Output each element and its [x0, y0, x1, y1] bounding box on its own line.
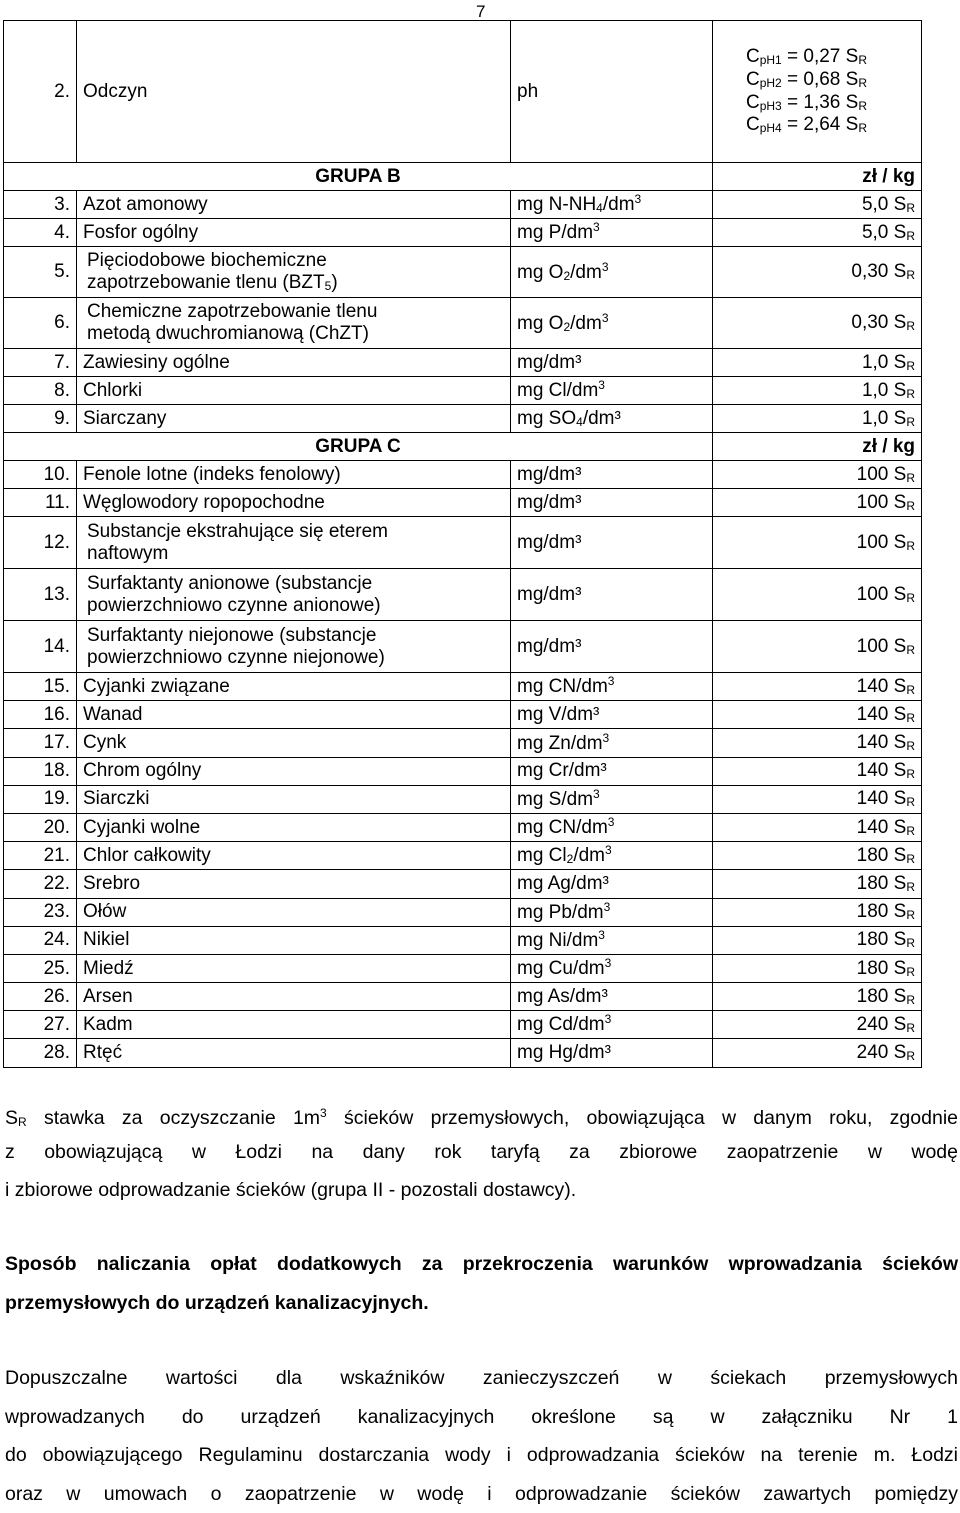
unit-text: mg CN/dm [517, 676, 608, 697]
row-rate [713, 191, 922, 219]
row-rate [713, 926, 922, 954]
ph-values [713, 21, 922, 163]
row-number: 3. [4, 191, 77, 219]
table-row [4, 489, 922, 517]
row-rate [713, 461, 922, 489]
unit-sup: 3 [608, 674, 615, 688]
row-name: Chlor całkowity [77, 842, 511, 870]
unit-sub: 2 [563, 269, 570, 283]
row-number: 25. [4, 954, 77, 982]
row-unit [511, 298, 713, 349]
table-row [4, 926, 922, 954]
group-c-unit: zł / kg [713, 433, 922, 461]
unit-text: mg O [517, 313, 563, 334]
row-unit [511, 785, 713, 813]
ph-text: C [746, 114, 760, 135]
row-name-line-2: powierzchniowo czynne anionowe) [87, 595, 504, 617]
note-symbol: S [5, 1107, 18, 1129]
ph-sub: R [858, 121, 867, 135]
row-rate [713, 349, 922, 377]
unit-sup: 3 [598, 928, 605, 942]
row-unit [511, 1011, 713, 1039]
row-name: Cyjanki związane [77, 673, 511, 701]
note-paragraph [5, 1094, 958, 1210]
unit-text: mg S/dm [517, 789, 593, 810]
ph-text: C [746, 69, 760, 90]
row-name: Fosfor ogólny [77, 219, 511, 247]
note-text-1b: ścieków przemysłowych, obowiązująca w danym roku, zgodnie [327, 1107, 958, 1129]
table-row [4, 954, 922, 982]
row-name: Arsen [77, 983, 511, 1011]
unit-text: mg N-NH [517, 194, 596, 215]
row-name-line-2 [87, 323, 504, 345]
row-name: Nikiel [77, 926, 511, 954]
row-name: Chlorki [77, 377, 511, 405]
ph-value-line [719, 46, 867, 69]
row-rate [713, 785, 922, 813]
table-row [4, 219, 922, 247]
row-name: Rtęć [77, 1039, 511, 1067]
rate-text: 180 S [857, 986, 907, 1007]
unit-text: /dm [603, 194, 635, 215]
body-line-1: Dopuszczalne wartości dla wskaźników zanieczyszczeń w ściekach przemysłowych [5, 1359, 958, 1398]
rate-sub: R [906, 739, 915, 753]
unit-text: mg SO [517, 408, 576, 429]
row-rate [713, 842, 922, 870]
rate-sub: R [906, 591, 915, 605]
row-name-line-2: naftowym [87, 543, 504, 565]
unit-sup: 3 [602, 260, 609, 274]
rate-sub: R [906, 387, 915, 401]
table-row-odczyn [4, 21, 922, 163]
row-rate [713, 673, 922, 701]
row-unit [511, 405, 713, 433]
unit-text: mg Ni/dm [517, 930, 598, 951]
row-name [77, 247, 511, 298]
rate-text: 100 S [857, 584, 907, 605]
row-number: 13. [4, 569, 77, 621]
note-text-1a: stawka za oczyszczanie 1m [27, 1107, 320, 1129]
row-number: 20. [4, 813, 77, 841]
row-unit [511, 842, 713, 870]
table-row [4, 247, 922, 298]
unit-sup: 3 [593, 220, 600, 234]
row-name: Odczyn [77, 21, 511, 163]
note-line-2: z obowiązującą w Łodzi na dany rok taryfą za zbiorowe zaopatrzenie w wodę [5, 1133, 958, 1172]
table-row [4, 813, 922, 841]
rate-text: 5,0 S [862, 194, 906, 215]
row-number: 26. [4, 983, 77, 1011]
unit-sub: 4 [596, 201, 603, 215]
ph-sub: R [858, 76, 867, 90]
row-unit [511, 247, 713, 298]
row-name: Chrom ogólny [77, 757, 511, 785]
table-row [4, 1011, 922, 1039]
ph-sub: pH3 [760, 99, 782, 113]
name-sub: 5 [325, 279, 332, 293]
row-number: 9. [4, 405, 77, 433]
rate-text: 180 S [857, 929, 907, 950]
table-row [4, 405, 922, 433]
rate-text: 140 S [857, 732, 907, 753]
row-name: Węglowodory ropopochodne [77, 489, 511, 517]
unit-text: /dm [570, 313, 602, 334]
ph-sub: pH4 [760, 121, 782, 135]
row-number: 22. [4, 870, 77, 898]
row-name: Fenole lotne (indeks fenolowy) [77, 461, 511, 489]
unit-sup: 3 [605, 1012, 612, 1026]
unit-text: mg P/dm [517, 222, 593, 243]
unit-text: mg Hg/dm³ [517, 1042, 611, 1063]
rate-text: 0,30 S [851, 312, 906, 333]
group-b-header [4, 163, 922, 191]
row-number: 24. [4, 926, 77, 954]
rate-sub: R [906, 936, 915, 950]
name-text: ) [331, 272, 337, 293]
group-b-title: GRUPA B [4, 163, 713, 191]
row-rate [713, 701, 922, 729]
row-name: Srebro [77, 870, 511, 898]
row-rate [713, 757, 922, 785]
unit-sub: 2 [567, 852, 574, 866]
row-unit [511, 729, 713, 757]
rate-text: 100 S [857, 636, 907, 657]
row-number: 2. [4, 21, 77, 163]
rate-text: 180 S [857, 873, 907, 894]
row-number: 17. [4, 729, 77, 757]
table-row [4, 191, 922, 219]
rate-sub: R [906, 499, 915, 513]
row-name: Ołów [77, 898, 511, 926]
rate-sub: R [906, 359, 915, 373]
row-number: 14. [4, 621, 77, 673]
row-rate [713, 1011, 922, 1039]
row-rate [713, 219, 922, 247]
row-name: Siarczany [77, 405, 511, 433]
row-unit [511, 191, 713, 219]
row-rate [713, 405, 922, 433]
row-rate [713, 569, 922, 621]
rate-text: 1,0 S [862, 352, 906, 373]
note-line-3: i zbiorowe odprowadzanie ścieków (grupa II - pozostali dostawcy). [5, 1171, 958, 1210]
row-number: 12. [4, 517, 77, 569]
ph-value-line [719, 92, 867, 115]
rate-sub: R [906, 908, 915, 922]
row-number: 8. [4, 377, 77, 405]
section-heading [5, 1245, 958, 1322]
row-rate [713, 489, 922, 517]
rate-sub: R [906, 993, 915, 1007]
body-paragraph [5, 1359, 958, 1513]
ph-text: = 0,68 S [782, 69, 859, 90]
row-name: Wanad [77, 701, 511, 729]
row-number: 11. [4, 489, 77, 517]
row-rate [713, 729, 922, 757]
row-unit [511, 813, 713, 841]
row-number: 19. [4, 785, 77, 813]
ph-sub: pH1 [760, 53, 782, 67]
row-unit [511, 1039, 713, 1067]
table-row [4, 461, 922, 489]
row-rate [713, 1039, 922, 1067]
row-name-line-2: powierzchniowo czynne niejonowe) [87, 647, 504, 669]
unit-text: /dm³ [583, 408, 621, 429]
unit-sup: 3 [604, 900, 611, 914]
rate-text: 240 S [857, 1014, 907, 1035]
unit-text: mg Cl/dm [517, 380, 598, 401]
rate-sub: R [906, 1049, 915, 1063]
rate-sub: R [906, 319, 915, 333]
table-row [4, 842, 922, 870]
unit-text: mg Cd/dm [517, 1014, 605, 1035]
unit-text: mg O [517, 262, 563, 283]
table-row [4, 517, 922, 569]
unit-sup: 3 [608, 815, 615, 829]
unit-sup: 3 [602, 311, 609, 325]
row-rate [713, 247, 922, 298]
unit-text: mg Pb/dm [517, 902, 604, 923]
unit-text: mg Ag/dm³ [517, 873, 609, 894]
rate-text: 140 S [857, 817, 907, 838]
row-name-line-1: Surfaktanty niejonowe (substancje [87, 625, 504, 647]
group-c-header [4, 433, 922, 461]
ph-sub: pH2 [760, 76, 782, 90]
ph-text: C [746, 46, 760, 67]
ph-text: C [746, 92, 760, 113]
row-unit: mg/dm³ [511, 461, 713, 489]
rate-sub: R [906, 229, 915, 243]
row-name [77, 621, 511, 673]
table-row [4, 673, 922, 701]
row-unit [511, 349, 713, 377]
row-rate [713, 517, 922, 569]
ph-sub: R [858, 53, 867, 67]
unit-text: mg Cl [517, 845, 567, 866]
rate-sub: R [906, 965, 915, 979]
ph-text: = 1,36 S [782, 92, 859, 113]
rate-text: 140 S [857, 760, 907, 781]
ph-text: = 2,64 S [782, 114, 859, 135]
row-number: 5. [4, 247, 77, 298]
unit-text: mg/dm³ [517, 352, 581, 373]
rate-sub: R [906, 852, 915, 866]
row-number: 6. [4, 298, 77, 349]
ph-value-line [719, 69, 867, 92]
table-row [4, 785, 922, 813]
rate-sub: R [906, 711, 915, 725]
unit-text: mg V/dm³ [517, 704, 599, 725]
unit-text: mg CN/dm [517, 817, 608, 838]
ph-value-line [719, 114, 867, 137]
row-unit [511, 926, 713, 954]
unit-text: /dm [573, 845, 605, 866]
note-sup: 3 [320, 1106, 327, 1120]
group-c-title: GRUPA C [4, 433, 713, 461]
row-unit [511, 757, 713, 785]
row-rate [713, 621, 922, 673]
table-row [4, 1039, 922, 1067]
rate-text: 140 S [857, 704, 907, 725]
row-number: 21. [4, 842, 77, 870]
row-number: 27. [4, 1011, 77, 1039]
rate-sub: R [906, 201, 915, 215]
rate-text: 5,0 S [862, 222, 906, 243]
table-row [4, 349, 922, 377]
unit-sup: 3 [593, 787, 600, 801]
row-rate [713, 954, 922, 982]
rate-sub: R [906, 1021, 915, 1035]
rate-text: 140 S [857, 788, 907, 809]
group-b-unit: zł / kg [713, 163, 922, 191]
unit-sup: 3 [605, 843, 612, 857]
row-number: 18. [4, 757, 77, 785]
table-row [4, 757, 922, 785]
row-rate [713, 870, 922, 898]
row-unit: ph [511, 21, 713, 163]
row-name: Miedź [77, 954, 511, 982]
row-name-line-1: Pięciodobowe biochemiczne [87, 250, 504, 272]
row-unit [511, 870, 713, 898]
note-line-1 [5, 1094, 958, 1133]
unit-text: mg Cu/dm [517, 958, 605, 979]
row-unit: mg/dm³ [511, 621, 713, 673]
unit-text: mg Zn/dm [517, 733, 603, 754]
rate-text: 1,0 S [862, 380, 906, 401]
table-row [4, 298, 922, 349]
unit-text: mg As/dm³ [517, 986, 608, 1007]
row-unit: mg/dm³ [511, 517, 713, 569]
table-row [4, 983, 922, 1011]
rate-sub: R [906, 471, 915, 485]
row-rate [713, 813, 922, 841]
row-name: Kadm [77, 1011, 511, 1039]
rate-text: 140 S [857, 676, 907, 697]
rate-text: 100 S [857, 532, 907, 553]
row-name: Zawiesiny ogólne [77, 349, 511, 377]
rate-text: 180 S [857, 958, 907, 979]
row-rate [713, 898, 922, 926]
row-unit [511, 898, 713, 926]
unit-sub: 4 [576, 415, 583, 429]
table-row [4, 621, 922, 673]
unit-text: /dm [570, 262, 602, 283]
row-unit [511, 377, 713, 405]
fee-table [3, 20, 922, 1068]
row-name [77, 569, 511, 621]
table-row [4, 377, 922, 405]
rate-text: 100 S [857, 464, 907, 485]
rate-text: 180 S [857, 901, 907, 922]
name-text: zapotrzebowanie tlenu (BZT [87, 272, 325, 293]
rate-sub: R [906, 880, 915, 894]
page-number: 7 [476, 2, 485, 22]
rate-text: 100 S [857, 492, 907, 513]
row-name: Siarczki [77, 785, 511, 813]
body-line-4: oraz w umowach o zaopatrzenie w wodę i odprowadzanie ścieków zawartych pomiędzy [5, 1475, 958, 1513]
table-row [4, 870, 922, 898]
table-row [4, 569, 922, 621]
unit-text: mg Cr/dm³ [517, 760, 607, 781]
row-number: 16. [4, 701, 77, 729]
row-name-line-1: Chemiczne zapotrzebowanie tlenu [87, 301, 504, 323]
row-name: Cyjanki wolne [77, 813, 511, 841]
rate-sub: R [906, 767, 915, 781]
rate-sub: R [906, 539, 915, 553]
heading-line-2: przemysłowych do urządzeń kanalizacyjnych. [5, 1284, 958, 1323]
row-name: Cynk [77, 729, 511, 757]
row-rate [713, 983, 922, 1011]
row-unit: mg/dm³ [511, 489, 713, 517]
unit-sub: 2 [563, 320, 570, 334]
row-name-line-1: Substancje ekstrahujące się eterem [87, 521, 504, 543]
row-number: 4. [4, 219, 77, 247]
unit-sup: 3 [603, 731, 610, 745]
row-number: 23. [4, 898, 77, 926]
rate-sub: R [906, 683, 915, 697]
unit-sup: 3 [635, 192, 642, 206]
row-name-line-1: Surfaktanty anionowe (substancje [87, 573, 504, 595]
body-line-2: wprowadzanych do urządzeń kanalizacyjnych określone są w załączniku Nr 1 [5, 1398, 958, 1437]
name-text: metodą dwuchromianową (ChZT) [87, 323, 369, 344]
rate-text: 0,30 S [851, 261, 906, 282]
unit-sup: 3 [598, 378, 605, 392]
rate-sub: R [906, 795, 915, 809]
row-number: 28. [4, 1039, 77, 1067]
rate-sub: R [906, 268, 915, 282]
body-line-3: do obowiązującego Regulaminu dostarczania wody i odprowadzania ścieków na terenie m. Łodzi [5, 1436, 958, 1475]
rate-sub: R [906, 643, 915, 657]
row-name [77, 517, 511, 569]
row-rate [713, 298, 922, 349]
row-name-line-2 [87, 272, 504, 294]
row-unit [511, 219, 713, 247]
unit-sup: 3 [605, 956, 612, 970]
row-number: 7. [4, 349, 77, 377]
rate-text: 1,0 S [862, 408, 906, 429]
row-unit: mg/dm³ [511, 569, 713, 621]
rate-text: 240 S [857, 1042, 907, 1063]
row-name [77, 298, 511, 349]
row-name: Azot amonowy [77, 191, 511, 219]
rate-sub: R [906, 824, 915, 838]
row-unit [511, 673, 713, 701]
row-rate [713, 377, 922, 405]
heading-line-1: Sposób naliczania opłat dodatkowych za przekroczenia warunków wprowadzania ścieków [5, 1245, 958, 1284]
table-row [4, 898, 922, 926]
row-unit [511, 954, 713, 982]
row-unit [511, 701, 713, 729]
table-row [4, 701, 922, 729]
row-number: 15. [4, 673, 77, 701]
note-symbol-sub: R [18, 1115, 27, 1129]
row-unit [511, 983, 713, 1011]
table-row [4, 729, 922, 757]
ph-text: = 0,27 S [782, 46, 859, 67]
row-number: 10. [4, 461, 77, 489]
rate-text: 180 S [857, 845, 907, 866]
ph-sub: R [858, 99, 867, 113]
rate-sub: R [906, 415, 915, 429]
